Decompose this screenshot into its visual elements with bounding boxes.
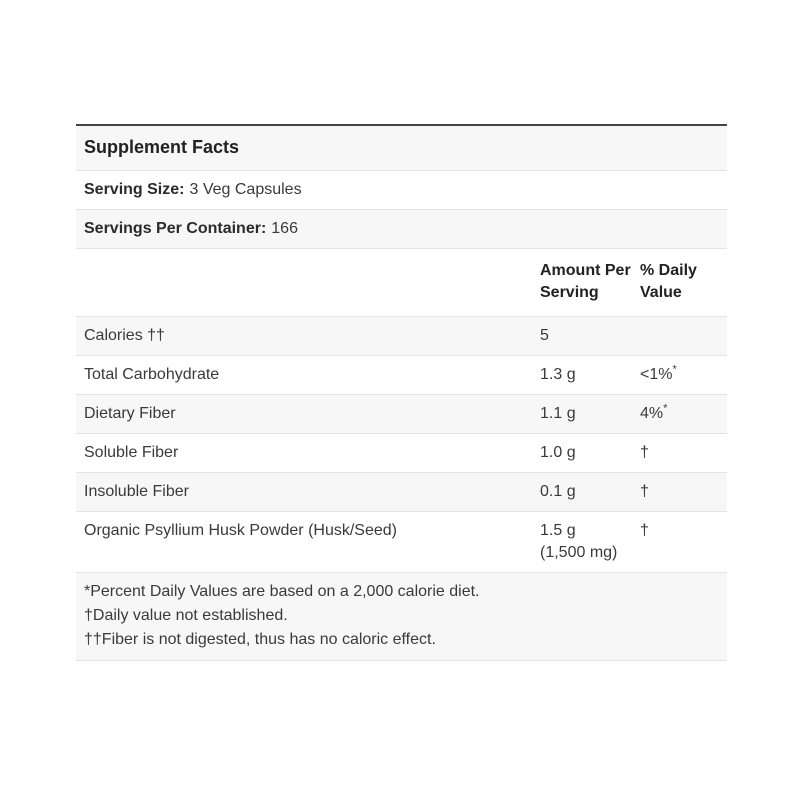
nutrient-name: Total Carbohydrate [84,366,220,383]
amount-per-serving-header: Amount Per Serving [540,262,631,301]
nutrient-name: Soluble Fiber [84,444,179,461]
daily-value-text: <1% [640,366,673,383]
nutrient-daily-value: † [640,522,649,539]
nutrient-row-insoluble-fiber [76,473,727,512]
nutrient-amount: 1.3 g [540,366,576,383]
nutrient-amount: 1.1 g [540,405,576,422]
daily-value-asterisk: * [672,363,677,376]
daily-value-asterisk: * [663,402,668,415]
nutrient-daily-value: † [640,483,649,500]
footnote-daily-value-not-established: †Daily value not established. [84,607,288,624]
nutrient-amount: 5 [540,327,549,344]
servings-per-container-row [76,210,727,249]
nutrient-row-calories [76,317,727,356]
nutrient-amount [540,512,640,572]
nutrient-name: Insoluble Fiber [84,483,189,500]
nutrient-name: Calories †† [84,327,165,344]
nutrient-amount: 0.1 g [540,483,576,500]
footnotes-block [76,573,727,661]
nutrient-daily-value [640,317,727,333]
column-header-row [76,249,727,317]
supplement-facts-table [76,124,727,661]
percent-daily-value-header: % Daily Value [640,262,697,301]
serving-size-label: Serving Size: [84,181,185,198]
supplement-facts-title-row [76,126,727,171]
nutrient-row-psyllium-husk [76,512,727,573]
servings-per-container-label: Servings Per Container: [84,220,267,237]
footnote-percent-daily-values: *Percent Daily Values are based on a 2,000 calorie diet. [84,583,480,600]
amount-line2: (1,500 mg) [540,544,618,561]
daily-value-text: 4% [640,405,664,422]
amount-line1: 1.5 g [540,522,576,539]
nutrient-daily-value [640,356,727,394]
nutrient-row-total-carbohydrate [76,356,727,395]
empty-header-cell [76,249,540,265]
footnote-fiber-not-digested: ††Fiber is not digested, thus has no caloric effect. [84,631,436,648]
nutrient-row-dietary-fiber [76,395,727,434]
nutrient-row-soluble-fiber [76,434,727,473]
supplement-facts-title: Supplement Facts [84,137,240,157]
nutrient-name: Dietary Fiber [84,405,176,422]
nutrient-daily-value [640,395,727,433]
nutrient-name: Organic Psyllium Husk Powder (Husk/Seed) [84,522,397,539]
nutrient-daily-value: † [640,444,649,461]
nutrient-amount: 1.0 g [540,444,576,461]
serving-size-row [76,171,727,210]
servings-per-container-value: 166 [271,220,298,237]
serving-size-value: 3 Veg Capsules [189,181,302,198]
